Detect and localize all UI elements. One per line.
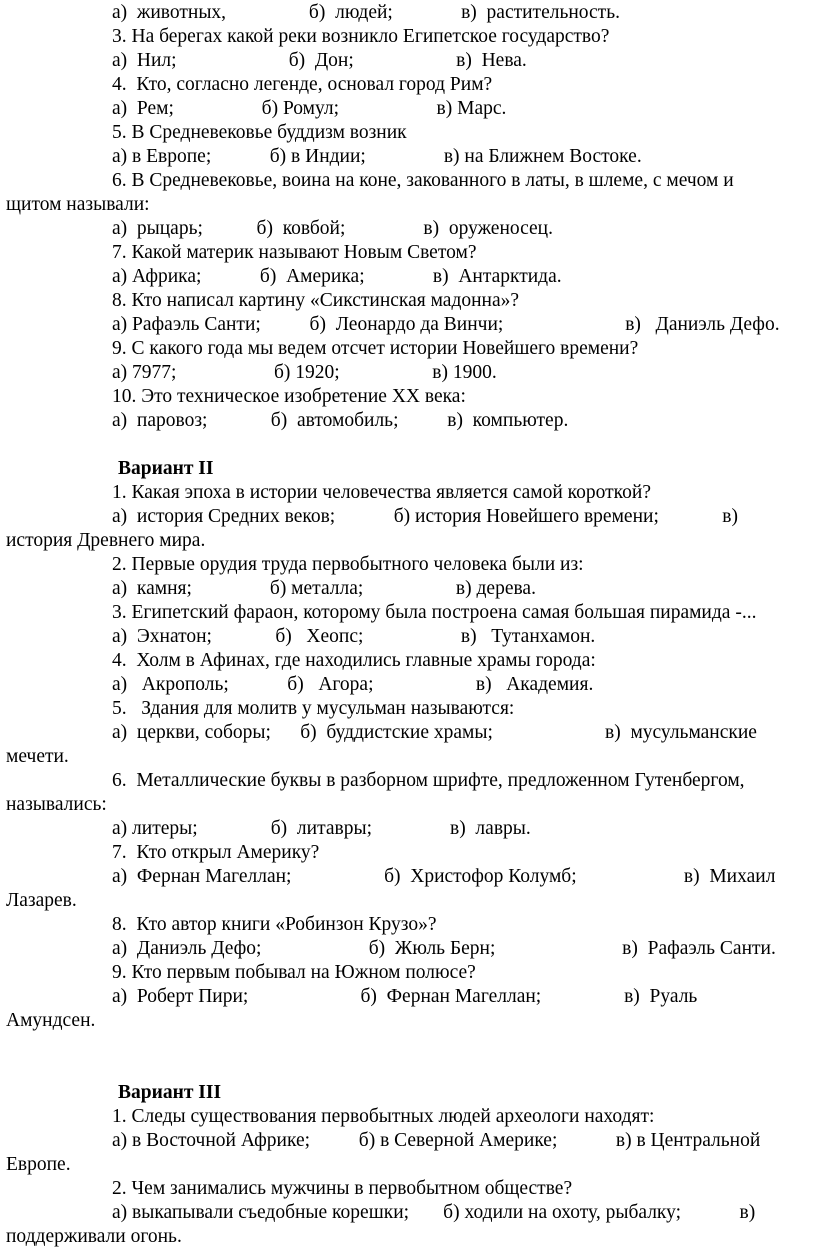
variant-heading: Вариант III <box>118 1082 222 1103</box>
question-line: 4. Кто, согласно легенде, основал город Рим? <box>112 74 493 95</box>
question-line-continued: щитом называли: <box>6 194 150 215</box>
answer-options-line: а) камня; б) металла; в) дерева. <box>112 578 536 599</box>
question-line: 5. Здания для молитв у мусульман называются: <box>112 698 515 719</box>
answer-options-line-continued: Европе. <box>6 1154 71 1175</box>
question-line: 7. Кто открыл Америку? <box>112 842 320 863</box>
question-line: 3. На берегах какой реки возникло Египетское государство? <box>112 26 610 47</box>
answer-options-line: а) литеры; б) литавры; в) лавры. <box>112 818 531 839</box>
answer-options-line: а) Нил; б) Дон; в) Нева. <box>112 50 527 71</box>
question-line: 2. Первые орудия труда первобытного человека были из: <box>112 554 584 575</box>
question-line: 1. Следы существования первобытных людей археологи находят: <box>112 1106 655 1127</box>
answer-options-line: а) в Восточной Африке; б) в Северной Америке; в) в Центральной <box>112 1130 761 1151</box>
answer-options-line: а) церкви, соборы; б) буддистские храмы; в) мусульманские <box>112 722 757 743</box>
answer-options-line: а) Роберт Пири; б) Фернан Магеллан; в) Руаль <box>112 986 698 1007</box>
answer-options-line: а) Рафаэль Санти; б) Леонардо да Винчи; в) Даниэль Дефо. <box>112 314 780 335</box>
answer-options-line: а) 7977; б) 1920; в) 1900. <box>112 362 497 383</box>
answer-options-line: а) Акрополь; б) Агора; в) Академия. <box>112 674 594 695</box>
answer-options-line: а) Африка; б) Америка; в) Антарктида. <box>112 266 562 287</box>
question-line: 8. Кто автор книги «Робинзон Крузо»? <box>112 914 437 935</box>
question-line: 6. Металлические буквы в разборном шрифте, предложенном Гутенбергом, <box>112 770 745 791</box>
question-line-continued: назывались: <box>6 794 107 815</box>
question-line: 1. Какая эпоха в истории человечества является самой короткой? <box>112 482 651 503</box>
answer-options-line-continued: поддерживали огонь. <box>6 1226 182 1247</box>
answer-options-line: а) паровоз; б) автомобиль; в) компьютер. <box>112 410 569 431</box>
question-line: 7. Какой материк называют Новым Светом? <box>112 242 477 263</box>
answer-options-line-continued: мечети. <box>6 746 69 767</box>
answer-options-line: а) Эхнатон; б) Хеопс; в) Тутанхамон. <box>112 626 596 647</box>
answer-options-line: а) животных, б) людей; в) растительность. <box>112 2 620 23</box>
answer-options-line-continued: Амундсен. <box>6 1010 96 1031</box>
answer-options-line: а) Рем; б) Ромул; в) Марс. <box>112 98 507 119</box>
question-line: 9. С какого года мы ведем отсчет истории Новейшего времени? <box>112 338 639 359</box>
answer-options-line: а) рыцарь; б) ковбой; в) оруженосец. <box>112 218 553 239</box>
question-line: 5. В Средневековье буддизм возник <box>112 122 407 143</box>
question-line: 4. Холм в Афинах, где находились главные храмы города: <box>112 650 596 671</box>
question-line: 9. Кто первым побывал на Южном полюсе? <box>112 962 476 983</box>
answer-options-line-continued: Лазарев. <box>6 890 77 911</box>
answer-options-line: а) Фернан Магеллан; б) Христофор Колумб; в) Михаил <box>112 866 776 887</box>
answer-options-line: а) история Средних веков; б) история Новейшего времени; в) <box>112 506 738 527</box>
answer-options-line-continued: история Древнего мира. <box>6 530 206 551</box>
answer-options-line: а) в Европе; б) в Индии; в) на Ближнем Востоке. <box>112 146 642 167</box>
answer-options-line: а) Даниэль Дефо; б) Жюль Берн; в) Рафаэль Санти. <box>112 938 776 959</box>
question-line: 2. Чем занимались мужчины в первобытном обществе? <box>112 1178 573 1199</box>
question-line: 3. Египетский фараон, которому была построена самая большая пирамида -... <box>112 602 757 623</box>
question-line: 6. В Средневековье, воина на коне, закованного в латы, в шлеме, с мечом и <box>112 170 734 191</box>
question-line: 8. Кто написал картину «Сикстинская мадонна»? <box>112 290 520 311</box>
question-line: 10. Это техническое изобретение XX века: <box>112 386 466 407</box>
variant-heading: Вариант II <box>118 458 214 479</box>
answer-options-line: а) выкапывали съедобные корешки; б) ходили на охоту, рыбалку; в) <box>112 1202 756 1223</box>
